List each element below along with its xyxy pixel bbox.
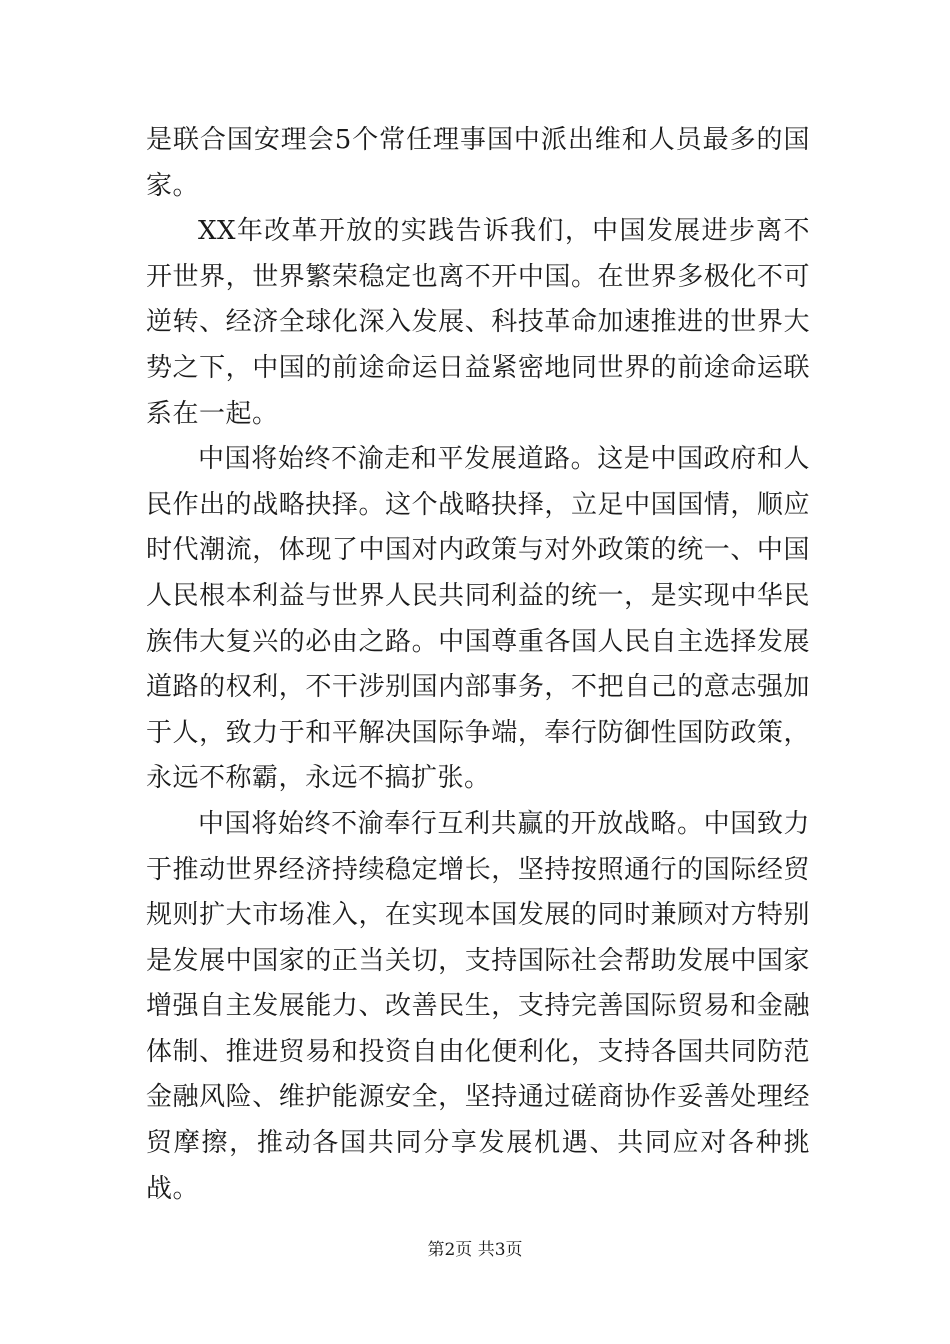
page-footer	[0, 1238, 950, 1262]
document-body	[146, 118, 810, 1212]
paragraph-reform-opening: XX年改革开放的实践告诉我们，中国发展进步离不开世界，世界繁荣稳定也离不开中国。在世界多极化不可逆转、经济全球化深入发展、科技革命加速推进的世界大势之下，中国的前途命运日益紧密地同世界的前途命运联系在一起。	[146, 216, 810, 429]
paragraph-open-strategy: 中国将始终不渝奉行互利共赢的开放战略。中国致力于推动世界经济持续稳定增长，坚持按照通行的国际经贸规则扩大市场准入，在实现本国发展的同时兼顾对方特别是发展中国家的正当关切，支持国际社会帮助发展中国家增强自主发展能力、改善民生，支持完善国际贸易和金融体制、推进贸易和投资自由化便利化，支持各国共同防范金融风险、维护能源安全，坚持通过磋商协作妥善处理经贸摩擦，推动各国共同分享发展机遇、共同应对各种挑战。	[146, 808, 810, 1204]
paragraph-peaceful-development: 中国将始终不渝走和平发展道路。这是中国政府和人民作出的战略抉择。这个战略抉择，立足中国国情，顺应时代潮流，体现了中国对内政策与对外政策的统一、中国人民根本利益与世界人民共同利益的统一，是实现中华民族伟大复兴的必由之路。中国尊重各国人民自主选择发展道路的权利，不干涉别国内部事务，不把自己的意志强加于人，致力于和平解决国际争端，奉行防御性国防政策，永远不称霸，永远不搞扩张。	[146, 444, 810, 794]
paragraph-continuation: 是联合国安理会5个常任理事国中派出维和人员最多的国家。	[146, 125, 810, 201]
page-number-label: 第2页 共3页	[427, 1240, 523, 1260]
